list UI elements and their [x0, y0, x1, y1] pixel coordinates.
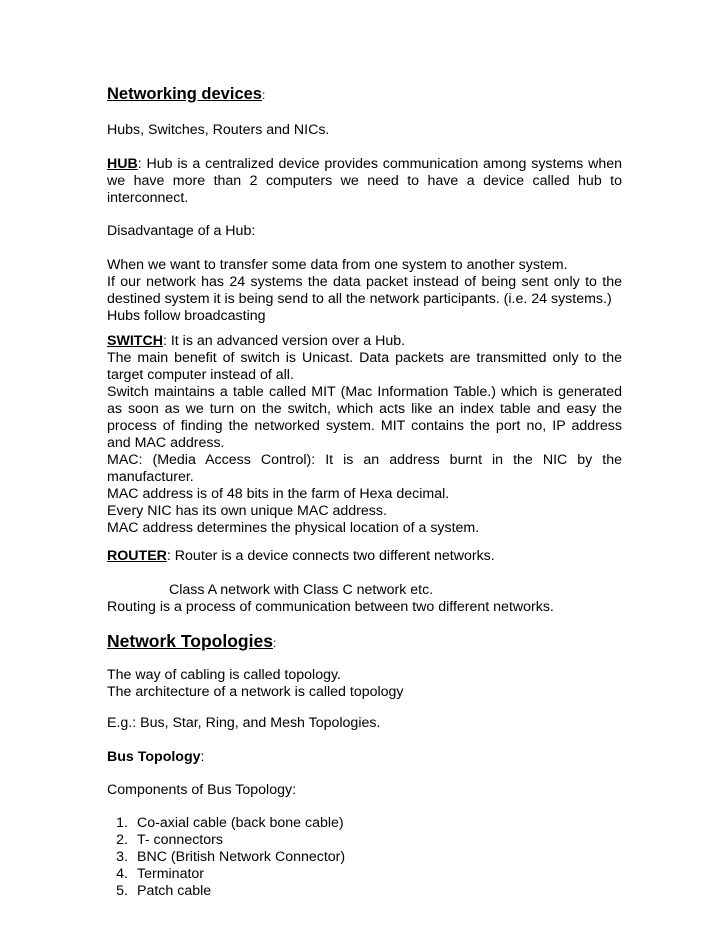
bus-components-list: [107, 815, 622, 900]
router-text: : Router is a device connects two different networks.: [166, 548, 495, 564]
devices-list: Hubs, Switches, Routers and NICs.: [107, 122, 330, 138]
disadvantage-line-3: Hubs follow broadcasting: [107, 308, 266, 324]
switch-paragraph: [107, 333, 622, 537]
routing-definition: Routing is a process of communication between two different networks.: [107, 599, 554, 615]
hub-label: HUB: [107, 156, 138, 172]
list-item: 1. Co-axial cable (back bone cable): [116, 815, 344, 831]
switch-line-1: The main benefit of switch is Unicast. Data packets are transmitted only to the target computer instead of all.: [107, 350, 622, 383]
topology-examples: E.g.: Bus, Star, Ring, and Mesh Topologies.: [107, 715, 381, 731]
list-item: 5. Patch cable: [116, 883, 212, 899]
router-paragraph: [107, 548, 622, 565]
disadvantage-title: Disadvantage of a Hub:: [107, 223, 256, 239]
router-label: ROUTER: [107, 548, 167, 564]
switch-line-4: MAC address is of 48 bits in the farm of Hexa decimal.: [107, 486, 450, 502]
list-item: 2. T- connectors: [116, 832, 223, 848]
heading-network-topologies-text: Network Topologies: [107, 631, 273, 651]
heading-colon-3: :: [200, 749, 205, 765]
switch-line-2: Switch maintains a table called MIT (Mac Information Table.) which is generated as soon as we turn on the switch, which acts like an index table and easy the process of finding the networked system. MIT contains the port no, IP address and MAC address.: [107, 384, 622, 451]
bus-topology-heading: [107, 749, 622, 766]
heading-networking-devices: [107, 86, 622, 104]
bus-components-title: Components of Bus Topology:: [107, 782, 297, 798]
hub-paragraph: [107, 156, 622, 207]
heading-colon: :: [261, 88, 266, 102]
router-example: Class A network with Class C network etc.: [169, 582, 434, 598]
heading-networking-devices-text: Networking devices: [107, 85, 262, 103]
topology-line-1: The way of cabling is called topology.: [107, 667, 341, 683]
disadvantage-line-2: If our network has 24 systems the data packet instead of being sent only to the destined system it is being send to all the network participants. (i.e. 24 systems.): [107, 274, 622, 307]
heading-network-topologies: [107, 633, 622, 652]
switch-text: : It is an advanced version over a Hub.: [162, 333, 406, 349]
topology-line-2: The architecture of a network is called topology: [107, 684, 404, 700]
bus-topology-heading-text: Bus Topology: [107, 749, 201, 765]
list-item: 3. BNC (British Network Connector): [116, 849, 346, 865]
switch-line-5: Every NIC has its own unique MAC address.: [107, 503, 387, 519]
switch-line-6: MAC address determines the physical location of a system.: [107, 520, 480, 536]
switch-line-3: MAC: (Media Access Control): It is an address burnt in the NIC by the manufacturer.: [107, 452, 622, 485]
hub-text: : Hub is a centralized device provides communication among systems when we have more than 2 computers we need to have a device called hub to interconnect.: [107, 156, 622, 206]
list-item: 4. Terminator: [116, 866, 205, 882]
disadvantage-line-1: When we want to transfer some data from one system to another system.: [107, 257, 568, 273]
heading-colon-2: :: [272, 636, 277, 650]
switch-label: SWITCH: [107, 333, 163, 349]
topology-definitions: [107, 667, 622, 701]
disadvantage-paragraph: [107, 257, 622, 325]
